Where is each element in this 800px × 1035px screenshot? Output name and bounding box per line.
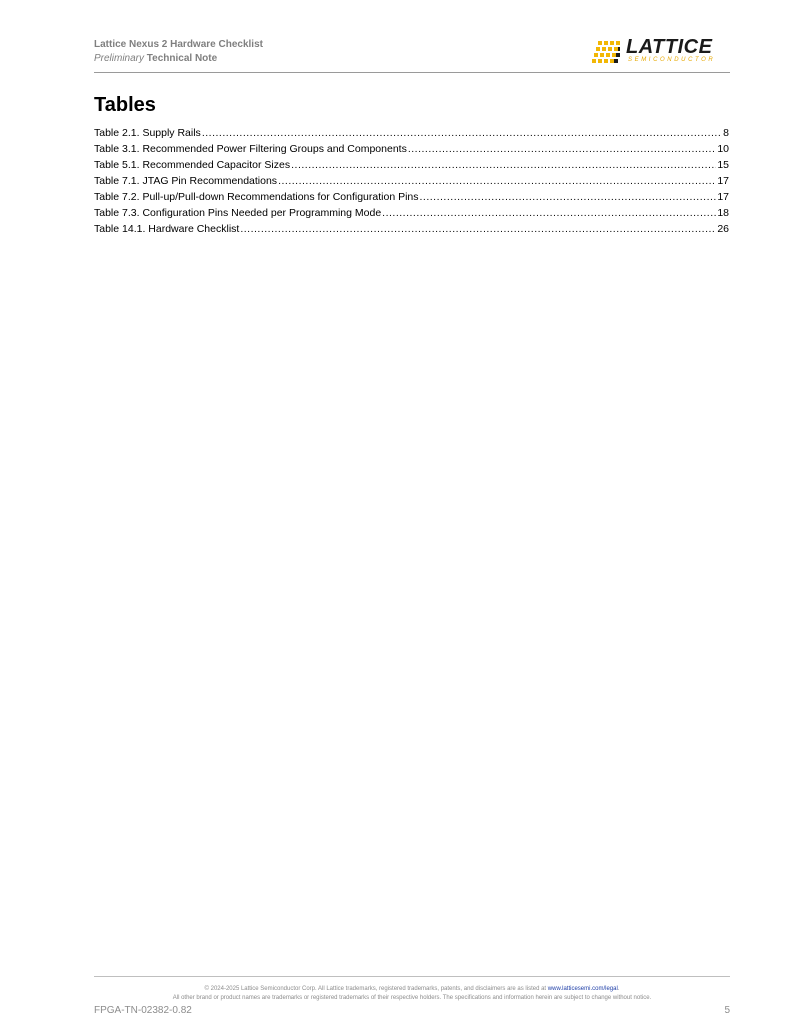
preliminary-label: Preliminary — [94, 53, 145, 64]
toc-leader-dots — [382, 205, 716, 221]
lattice-logo — [592, 36, 730, 65]
toc-leader-dots — [278, 173, 716, 189]
toc-entry-page: 8 — [723, 127, 729, 139]
toc-entry[interactable] — [94, 157, 729, 173]
legal-text-end: . — [617, 986, 620, 992]
toc-entry[interactable] — [94, 221, 729, 237]
toc-leader-dots — [420, 189, 717, 205]
toc-entry-label: Table 7.2. Pull-up/Pull-down Recommendations for Configuration Pins — [94, 191, 419, 203]
toc-entry[interactable] — [94, 125, 729, 141]
toc-entry-label: Table 3.1. Recommended Power Filtering Groups and Components — [94, 143, 407, 155]
footer-divider — [94, 976, 730, 977]
toc-entry-label: Table 5.1. Recommended Capacitor Sizes — [94, 159, 291, 171]
toc-entry-label: Table 7.1. JTAG Pin Recommendations — [94, 175, 278, 187]
toc-entry-page: 17 — [717, 175, 729, 187]
page-number: 5 — [724, 1005, 730, 1016]
toc-entry[interactable] — [94, 205, 729, 221]
toc-entry-page: 17 — [717, 191, 729, 203]
legal-link[interactable]: www.latticesemi.com/legal — [547, 986, 618, 992]
footer-legal-line2: All other brand or product names are trademarks or registered trademarks of their respective holders. The specifications and information herein are subject to change without notice. — [172, 995, 652, 1001]
technical-note-label: Technical Note — [146, 53, 218, 64]
document-title: Lattice Nexus 2 Hardware Checklist — [94, 39, 263, 50]
toc-entry-page: 26 — [717, 223, 729, 235]
toc-leader-dots — [408, 141, 716, 157]
toc-leader-dots — [202, 125, 722, 141]
section-title: Tables — [94, 94, 156, 116]
page-header — [94, 38, 730, 73]
toc-entry-label: Table 2.1. Supply Rails — [94, 127, 201, 139]
document-id: FPGA-TN-02382-0.82 — [94, 1005, 192, 1016]
toc-entry-page: 10 — [717, 143, 729, 155]
logo-wordmark: LATTICE — [626, 36, 713, 58]
toc-entry-page: 15 — [717, 159, 729, 171]
table-of-tables — [94, 125, 729, 237]
lattice-logo-icon — [592, 41, 624, 63]
toc-entry-page: 18 — [717, 207, 729, 219]
logo-subtext: SEMICONDUCTOR — [628, 57, 716, 63]
toc-entry-label: Table 14.1. Hardware Checklist — [94, 223, 240, 235]
document-subtitle — [94, 53, 217, 64]
toc-entry[interactable] — [94, 173, 729, 189]
toc-leader-dots — [240, 221, 716, 237]
toc-entry[interactable] — [94, 141, 729, 157]
toc-leader-dots — [291, 157, 716, 173]
footer-legal-line1 — [94, 985, 730, 994]
legal-text: © 2024-2025 Lattice Semiconductor Corp. All Lattice trademarks, registered trademarks, patents, and disclaimers are as listed at — [204, 986, 548, 992]
toc-entry[interactable] — [94, 189, 729, 205]
toc-entry-label: Table 7.3. Configuration Pins Needed per Programming Mode — [94, 207, 382, 219]
footer-legal — [94, 985, 730, 1003]
